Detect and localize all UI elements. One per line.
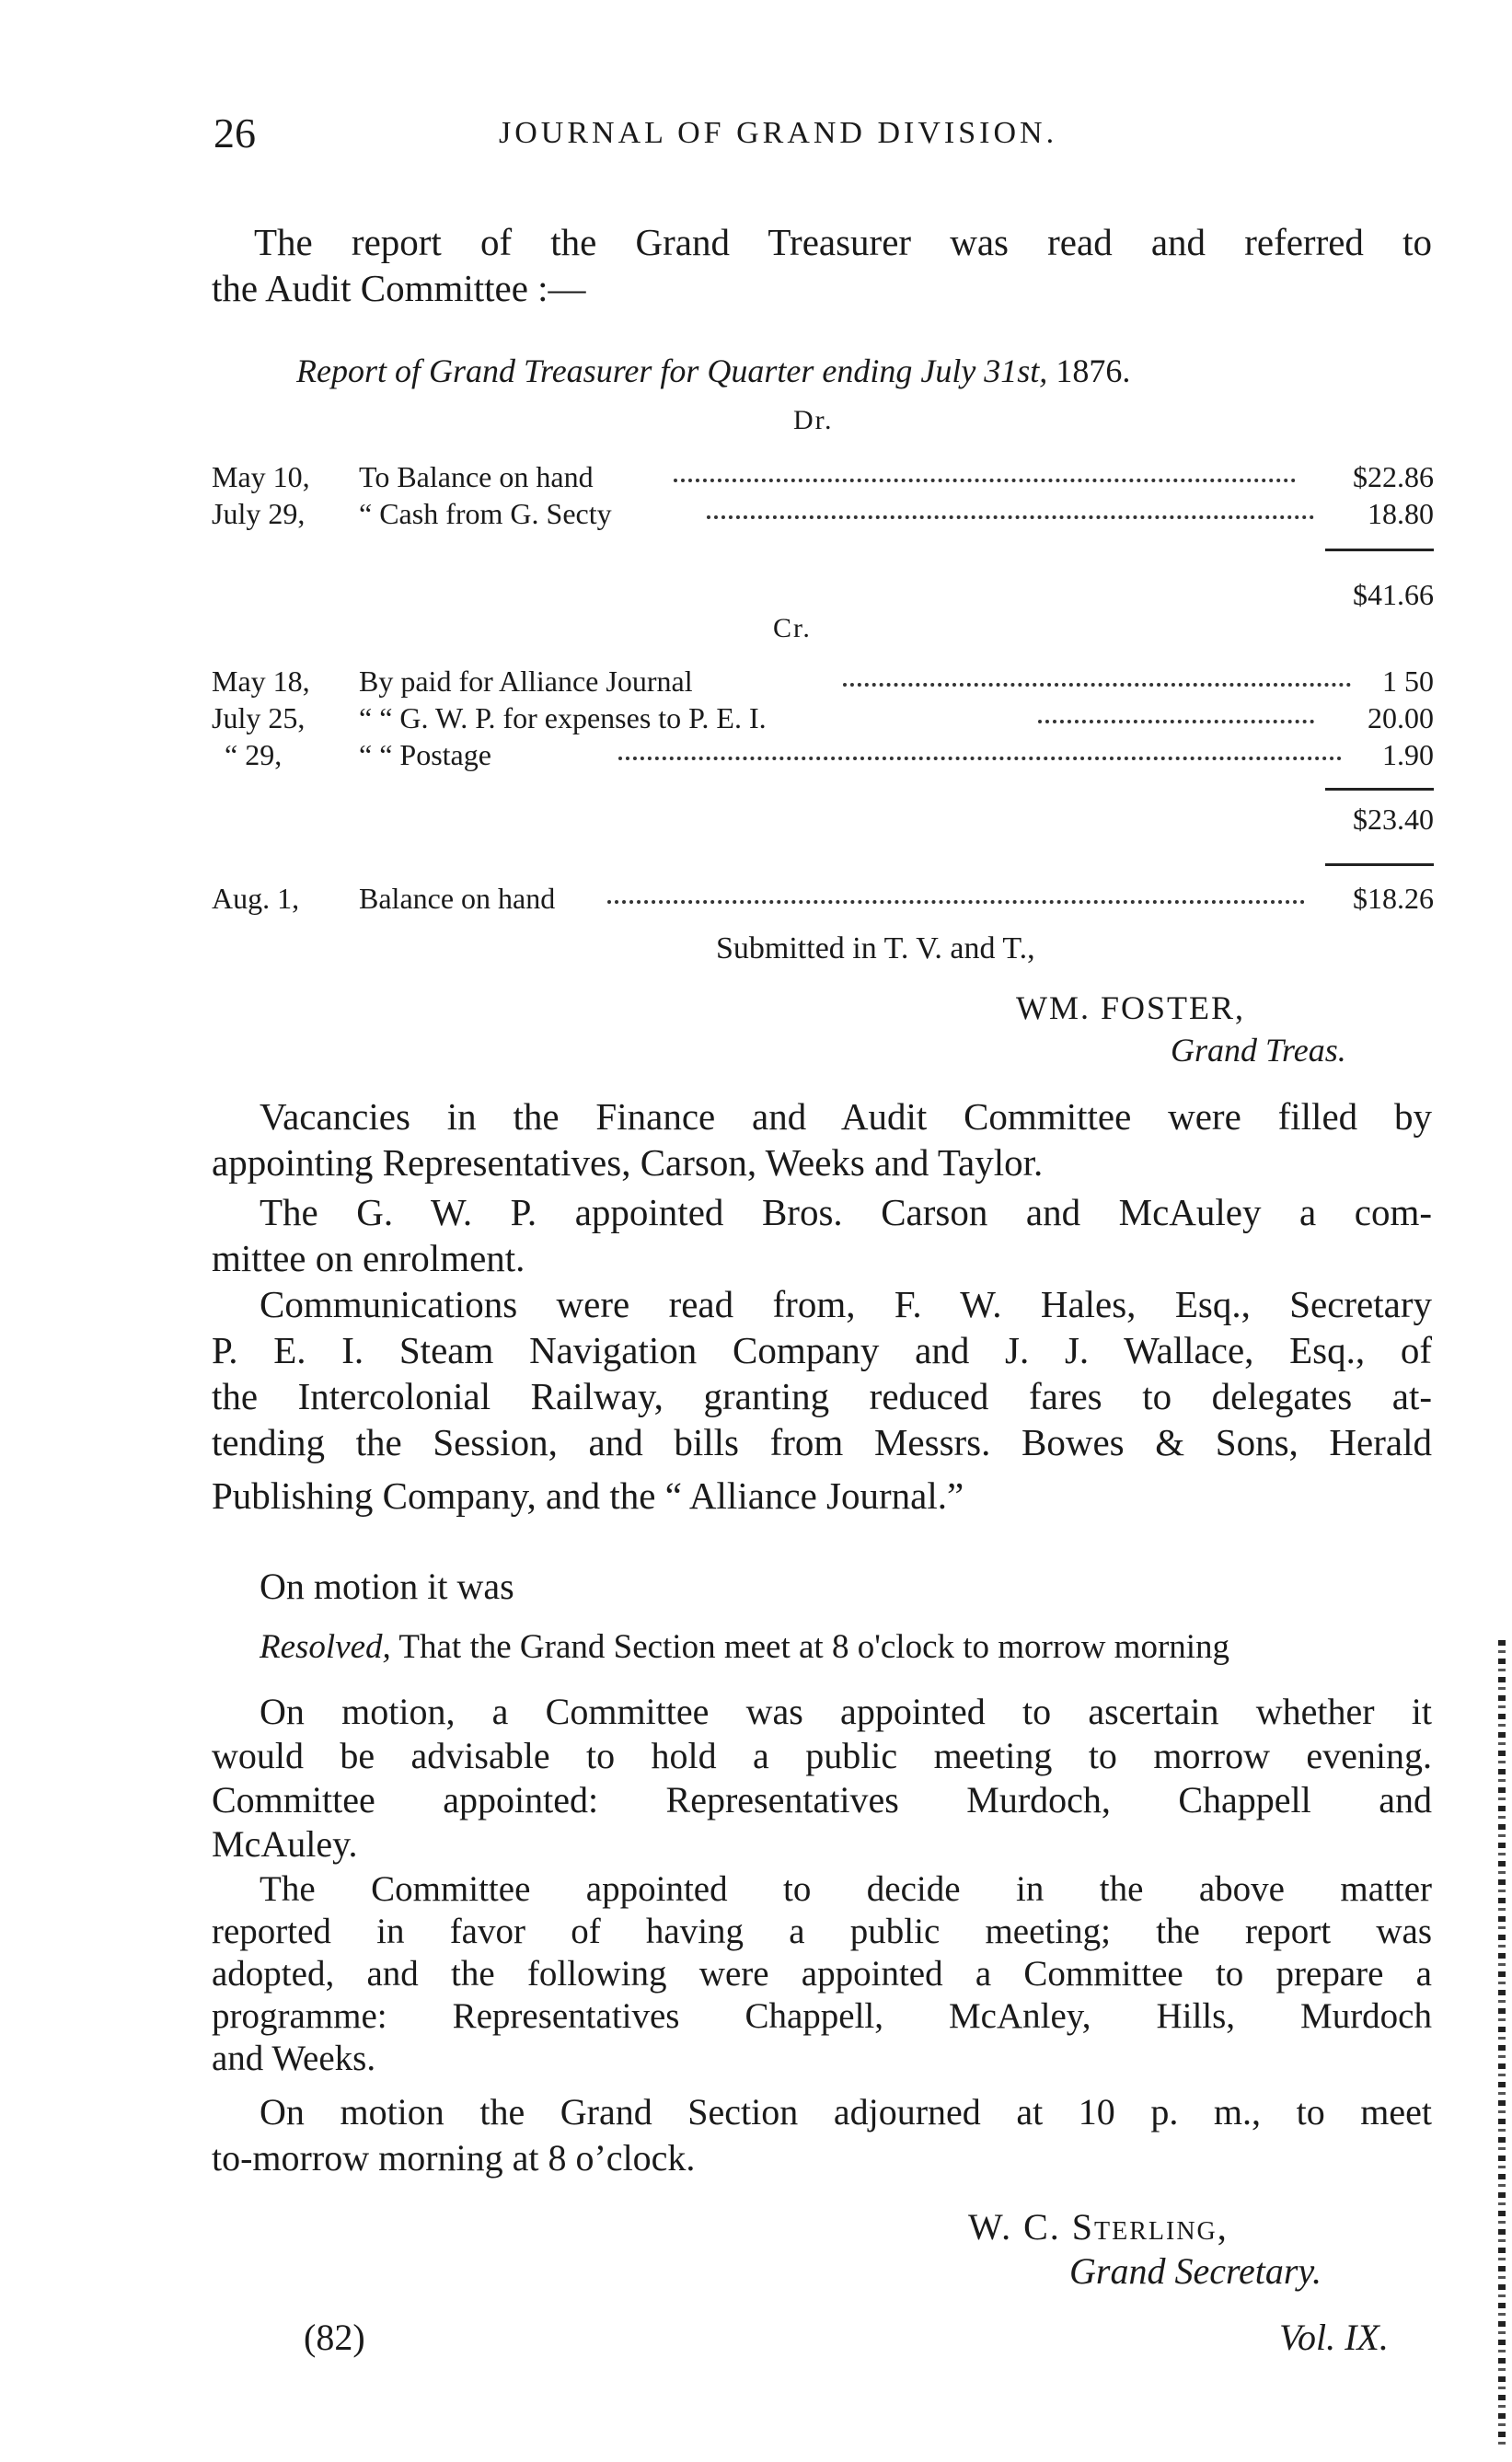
- ledger-desc: “ Cash from G. Secty: [359, 497, 612, 530]
- scan-edge-mark: [1498, 1640, 1506, 2450]
- page-header: [214, 109, 1428, 164]
- dot-leader: [707, 515, 1314, 519]
- ledger-amount: 1.90: [1382, 738, 1434, 771]
- ledger-date: July 25,: [212, 701, 306, 734]
- communications-line: tending the Session, and bills from Messrs. Bowes & Sons, Herald: [212, 1421, 1432, 1463]
- ledger-total-row: [212, 578, 1434, 617]
- communications-line: Communications were read from, F. W. Hales, Esq., Secretary: [260, 1283, 1432, 1325]
- report-title: [296, 352, 1130, 390]
- treasurer-name: WM. FOSTER,: [1016, 989, 1246, 1026]
- ledger-date: May 18,: [212, 665, 310, 698]
- ledger-total-row: [212, 803, 1434, 841]
- committee-line: Committee appointed: Representatives Murdoch, Chappell and: [212, 1779, 1432, 1820]
- committee-line: On motion, a Committee was appointed to ascertain whether it: [260, 1691, 1432, 1732]
- communications-line: Publishing Company, and the “ Alliance Journal.”: [212, 1474, 964, 1517]
- total-rule: [1325, 788, 1434, 791]
- ledger-desc: “ “ G. W. P. for expenses to P. E. I.: [359, 701, 767, 734]
- public-meeting-paragraph: [212, 1868, 1432, 2080]
- balance-amount: $18.26: [1353, 882, 1434, 915]
- ledger-row: [212, 738, 1434, 777]
- ledger-row: [212, 460, 1434, 499]
- committee-paragraph: [212, 1690, 1432, 1867]
- resolved-text: That the Grand Section meet at 8 o'clock to morrow morning: [398, 1628, 1230, 1666]
- secretary-title: Grand Secretary.: [1069, 2250, 1322, 2292]
- ledger-date: July 29,: [212, 497, 306, 530]
- public-meeting-line: The Committee appointed to decide in the above matter: [260, 1869, 1432, 1909]
- ledger-desc: By paid for Alliance Journal: [359, 665, 693, 698]
- adjourned-line: On motion the Grand Section adjourned at 10 p. m., to meet: [260, 2091, 1432, 2133]
- dot-leader: [607, 900, 1305, 904]
- enrolment-line: The G. W. P. appointed Bros. Carson and McAuley a com-: [260, 1191, 1432, 1233]
- vacancies-line: appointing Representatives, Carson, Weeks and Taylor.: [212, 1141, 1044, 1184]
- intro-line: the Audit Committee :—: [212, 267, 586, 309]
- ledger-row: [212, 497, 1434, 536]
- public-meeting-line: and Weeks.: [212, 2039, 376, 2078]
- enrolment-line: mittee on enrolment.: [212, 1237, 525, 1279]
- ledger-amount: 18.80: [1368, 497, 1434, 530]
- ledger-balance-row: [212, 882, 1434, 920]
- ledger-amount: 1 50: [1382, 665, 1434, 698]
- resolved-label: Resolved,: [260, 1628, 391, 1666]
- adjourned-line: to-morrow morning at 8 o’clock.: [212, 2137, 696, 2179]
- ledger-date: May 10,: [212, 460, 310, 493]
- vacancies-line: Vacancies in the Finance and Audit Committee were filled by: [260, 1095, 1432, 1138]
- credit-total: $23.40: [1353, 803, 1434, 836]
- report-title-text: Report of Grand Treasurer for Quarter ending July 31st,: [296, 353, 1048, 389]
- public-meeting-line: programme: Representatives Chappell, McAnley, Hills, Murdoch: [212, 1996, 1432, 2036]
- committee-line: would be advisable to hold a public meeting to morrow evening.: [212, 1735, 1432, 1776]
- dot-leader: [674, 479, 1296, 482]
- debit-total: $41.66: [1353, 578, 1434, 611]
- running-head: JOURNAL OF GRAND DIVISION.: [499, 116, 1058, 150]
- page-number: 26: [214, 110, 256, 156]
- volume-label: Vol. IX.: [1279, 2317, 1389, 2358]
- total-rule: [1325, 863, 1434, 866]
- public-meeting-line: adopted, and the following were appointed a Committee to prepare a: [212, 1954, 1432, 1994]
- dot-leader: [1038, 720, 1314, 723]
- report-year: 1876.: [1056, 353, 1131, 389]
- ledger-amount: 20.00: [1368, 701, 1434, 734]
- intro-line: The report of the Grand Treasurer was read and referred to: [254, 221, 1432, 263]
- resolution-line: [260, 1627, 1229, 1667]
- communications-line: the Intercolonial Railway, granting reduced fares to delegates at-: [212, 1375, 1432, 1417]
- committee-line: McAuley.: [212, 1823, 358, 1865]
- submitted-line: Submitted in T. V. and T.,: [716, 931, 1035, 965]
- ledger-desc: “ “ Postage: [359, 738, 491, 771]
- dot-leader: [843, 683, 1351, 687]
- intro-paragraph: [212, 219, 1432, 311]
- secretary-name: W. C. Sterling,: [968, 2206, 1229, 2248]
- enrolment-paragraph: [212, 1189, 1432, 1281]
- communications-paragraph: [212, 1281, 1432, 1519]
- ledger-row: [212, 665, 1434, 703]
- dot-leader: [618, 757, 1342, 760]
- ledger-date: “ 29,: [225, 738, 283, 771]
- public-meeting-line: reported in favor of having a public meeting; the report was: [212, 1912, 1432, 1951]
- ledger-date: Aug. 1,: [212, 882, 300, 915]
- communications-line: P. E. I. Steam Navigation Company and J. J. Wallace, Esq., of: [212, 1329, 1432, 1371]
- adjourned-paragraph: [212, 2089, 1432, 2181]
- ledger-desc: Balance on hand: [359, 882, 556, 915]
- treasurer-title: Grand Treas.: [1171, 1032, 1346, 1069]
- credit-heading: Cr.: [773, 613, 812, 643]
- total-rule: [1325, 549, 1434, 551]
- vacancies-paragraph: [212, 1093, 1432, 1185]
- debit-heading: Dr.: [793, 405, 834, 435]
- ledger-row: [212, 701, 1434, 740]
- ledger-amount: $22.86: [1353, 460, 1434, 493]
- ledger-desc: To Balance on hand: [359, 460, 594, 493]
- on-motion-line: On motion it was: [260, 1566, 514, 1607]
- folio-number: (82): [304, 2317, 365, 2358]
